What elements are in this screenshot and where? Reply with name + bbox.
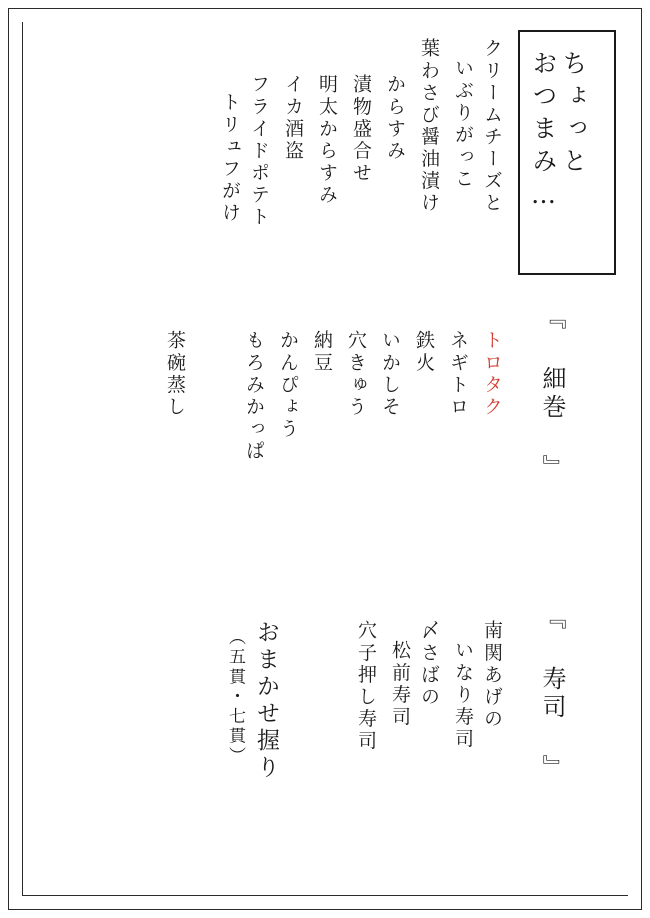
list-item: クリームチーズと [481,38,503,215]
list-item-sub: トリュフがけ [219,92,241,225]
list-item-sub: いなり寿司 [452,640,474,751]
list-item: 鉄火 [413,330,435,375]
list-item: 明太からすみ [316,74,338,207]
list-item: いかしそ [379,330,401,419]
page-title: ちょっと [559,50,588,180]
section-heading-hosomaki: 『 細巻 』 [538,305,566,483]
list-item: トロタク [481,330,503,419]
list-item: 納豆 [311,330,333,375]
list-item: フライドポテト [248,74,270,229]
list-item: 漬物盛合せ [350,74,372,185]
list-item: ネギトロ [447,330,469,419]
list-item: 葉わさび醤油漬け [418,38,440,215]
page-title-second-line: おつまみ… [529,50,558,217]
list-item: おまかせ握り [253,620,279,782]
list-item-sub: （五貫・七貫） [225,628,245,767]
menu-title-box [518,30,616,275]
section-heading-sushi: 『 寿司 』 [538,605,566,783]
list-item: イカ酒盗 [282,74,304,163]
list-item: かんぴょう [277,330,299,441]
list-item: 穴きゅう [345,330,367,419]
list-item-sub: 松前寿司 [389,640,411,729]
list-item: 穴子押し寿司 [355,620,377,753]
list-item: 茶碗蒸し [164,330,186,419]
list-item: からすみ [384,74,406,163]
list-item: もろみかっぱ [243,330,265,463]
list-item-sub: いぶりがっこ [452,58,474,191]
list-item: 南関あげの [481,620,503,731]
list-item: 〆さばの [418,620,440,709]
